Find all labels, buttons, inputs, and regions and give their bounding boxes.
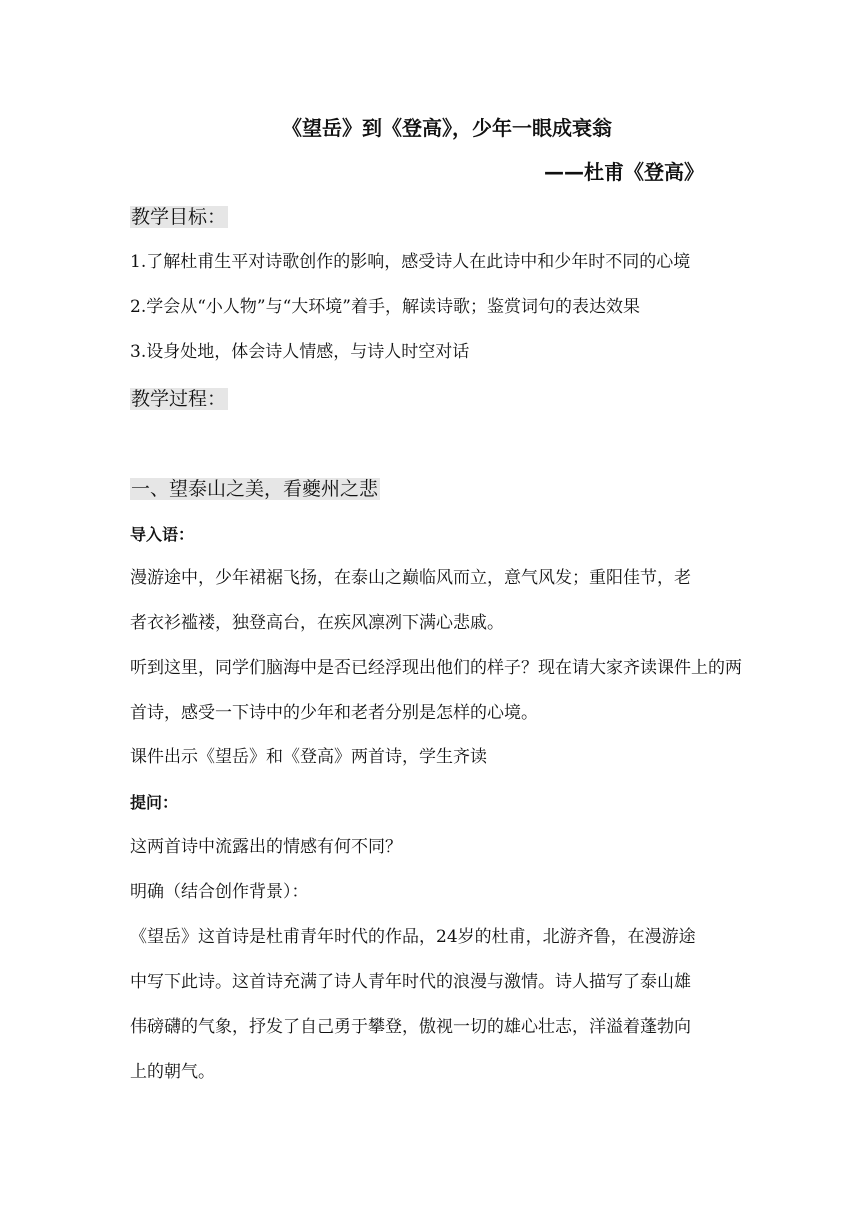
section1-heading-text: 一、望泰山之美，看夔州之悲 [131,478,379,500]
objective-item-3: 3.设身处地，体会诗人情感，与诗人时空对话 [130,342,470,362]
objective-item-2: 2.学会从“小人物”与“大环境”着手，解读诗歌；鉴赏词句的表达效果 [130,297,640,317]
process-heading [130,386,228,412]
answer-line-4: 上的朝气。 [130,1062,215,1082]
intro-line-3: 听到这里，同学们脑海中是否已经浮现出他们的样子？现在请大家齐读课件上的两 [130,658,742,678]
document-title: 《望岳》到《登高》，少年一眼成衰翁 [282,116,612,140]
section1-heading [130,476,380,502]
process-heading-text: 教学过程： [131,388,227,410]
objectives-heading-text: 教学目标： [131,206,227,228]
answer-line-2: 中写下此诗。这首诗充满了诗人青年时代的浪漫与激情。诗人描写了泰山雄 [130,972,691,992]
answer-line-3: 伟磅礴的气象，抒发了自己勇于攀登，傲视一切的雄心壮志，洋溢着蓬勃向 [130,1017,691,1037]
objectives-heading [130,204,228,230]
document-subtitle: ——杜甫《登高》 [544,160,704,184]
intro-label: 导入语： [130,525,195,544]
intro-line-4: 首诗，感受一下诗中的少年和老者分别是怎样的心境。 [130,703,538,723]
clarify-label: 明确（结合创作背景）： [130,882,309,902]
intro-line-2: 者衣衫褴褛，独登高台，在疾风凛冽下满心悲戚。 [130,613,504,633]
question-label: 提问： [130,793,179,812]
question-text: 这两首诗中流露出的情感有何不同？ [130,837,402,857]
intro-line-1: 漫游途中，少年裙裾飞扬，在泰山之巅临风而立，意气风发；重阳佳节，老 [130,568,691,588]
answer-line-1: 《望岳》这首诗是杜甫青年时代的作品，24岁的杜甫，北游齐鲁，在漫游途 [130,927,696,947]
intro-line-5: 课件出示《望岳》和《登高》两首诗，学生齐读 [130,747,487,767]
objective-item-1: 1.了解杜甫生平对诗歌创作的影响，感受诗人在此诗中和少年时不同的心境 [130,252,691,272]
